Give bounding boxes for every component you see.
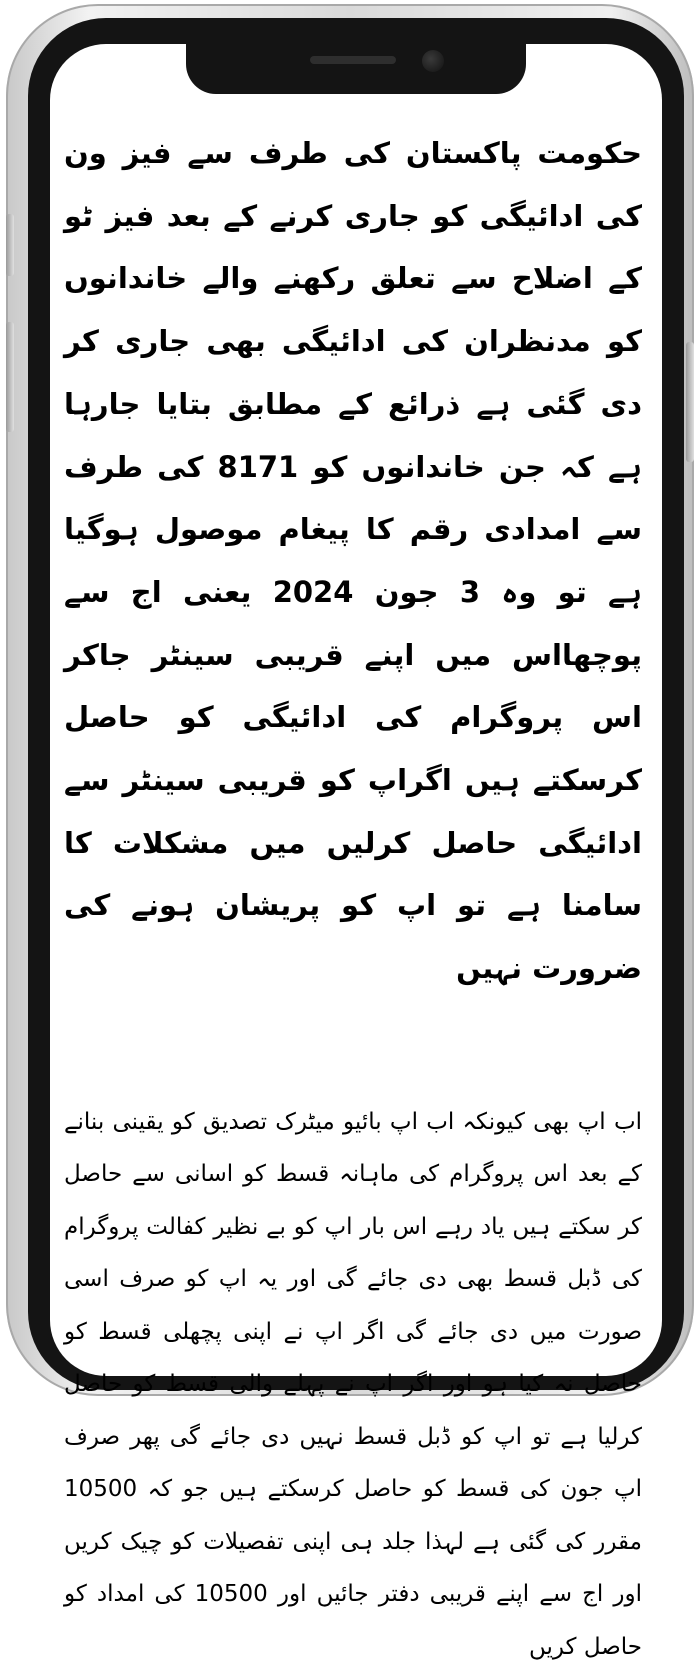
volume-down-button (6, 322, 14, 432)
front-camera-icon (422, 50, 444, 72)
article-body (64, 122, 642, 1673)
article-paragraph-2: اب اپ بھی کیونکہ اب اپ بائیو میٹرک تصدیق کو یقینی بنانے کے بعد اس پروگرام کی ماہانہ قسط کو اسانی سے حاصل کر سکتے ہیں یاد رہے اس بار اپ کو بے نظیر کفالت پروگرام کی ڈبل قسط بھی دی جائے گی اور یہ اپ کو صرف اسی صورت میں دی جائے گی اگر اپ نے اپنی پچھلی قسط کو حاصل نہ کیا ہو اور اگر اپ نے پہلے والی قسط کو حاصل کرلیا ہے تو اپ کو ڈبل قسط نہیں دی جائے گی پھر صرف اپ جون کی قسط کو حاصل کرسکتے ہیں جو کہ 10500 مقرر کی گئی ہے لہذا جلد ہی اپنی تفصیلات کو چیک کریں اور اج سے اپنے قریبی دفتر جائیں اور 10500 کی امداد کو حاصل کریں (64, 1108, 642, 1660)
volume-up-button (6, 214, 14, 276)
speaker-grille (310, 56, 396, 64)
phone-screen[interactable] (50, 44, 662, 1660)
phone-notch (186, 42, 526, 94)
article-paragraph-1: حکومت پاکستان کی طرف سے فیز ون کی ادائیگی کو جاری کرنے کے بعد فیز ٹو کے اضلاح سے تعلق رکھنے والے خاندانوں کو مدنظران کی ادائیگی بھی جاری کر دی گئی ہے ذرائع کے مطابق بتایا جارہا ہے کہ جن خاندانوں کو 8171 کی طرف سے امدادی رقم کا پیغام موصول ہوگیا ہے تو وہ 3 جون 2024 یعنی اج سے پوچھااس میں اپنے قریبی سینٹر جاکر اس پروگرام کی ادائیگی کو حاصل کرسکتے ہیں اگراپ کو قریبی سینٹر سے ادائیگی حاصل کرلیں میں مشکلات کا سامنا ہے تو اپ کو پریشان ہونے کی ضرورت نہیں (64, 136, 642, 986)
phone-frame (6, 4, 694, 1660)
power-button (686, 342, 694, 462)
